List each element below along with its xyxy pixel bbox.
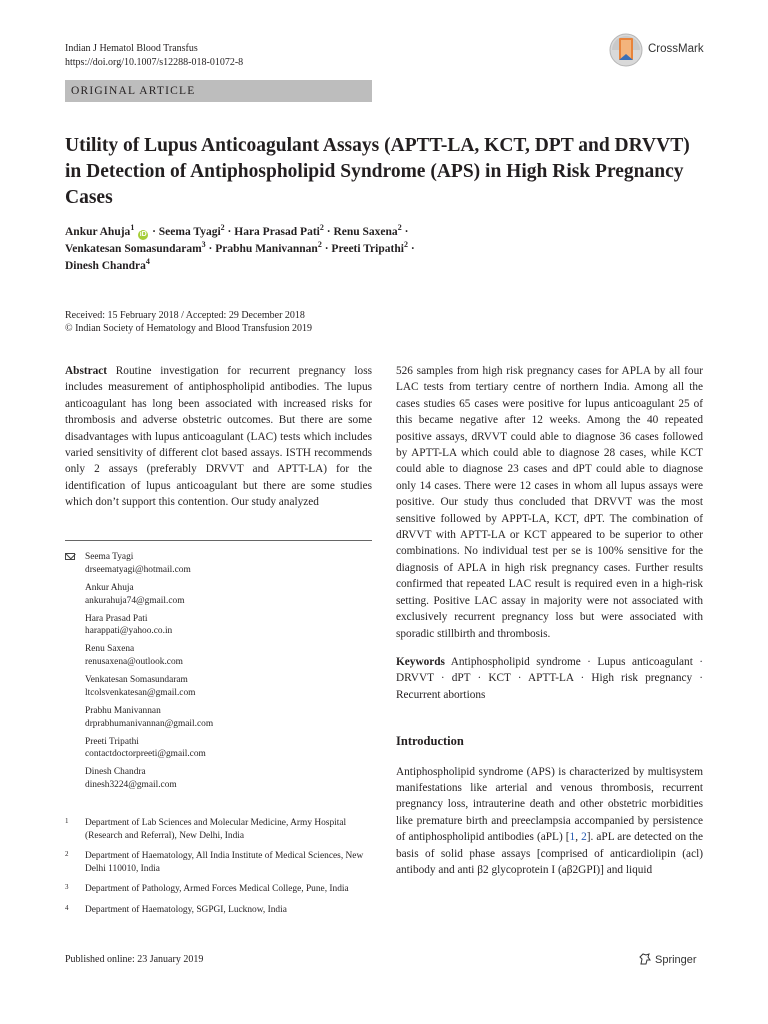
journal-name: Indian J Hematol Blood Transfus bbox=[65, 43, 198, 54]
author-affil-sup: 4 bbox=[145, 257, 150, 267]
abstract-text-left: Routine investigation for recurrent pregnancy loss includes measurement of antiphospholipid antibodies. The lupus anticoagulant has long been associated with increased risks for thrombosis and adverse obstetric outcomes. But there are some disadvantages with lupus anticoagulant (LAC) tests which includes varied sensitivity of different clot based assays. ISTH recommends only 2 assays (preferably DRVVT and APTT-LA) for the identification of lupus anticoagulant but there are some studies which don’t support this contention. Our study analyzed bbox=[65, 365, 372, 509]
contact-email[interactable]: ankurahuja74@gmail.com bbox=[85, 595, 185, 606]
citation-link[interactable]: 1 bbox=[569, 831, 576, 844]
author-affil-sup: 3 bbox=[201, 240, 206, 250]
contact-entry bbox=[65, 736, 372, 762]
keywords-block bbox=[396, 654, 703, 703]
introduction-text bbox=[396, 764, 703, 879]
introduction-heading: Introduction bbox=[396, 734, 464, 749]
contact-name: Preeti Tripathi bbox=[85, 736, 139, 747]
author-name[interactable]: Renu Saxena bbox=[333, 226, 398, 238]
contact-name: Seema Tyagi bbox=[85, 552, 134, 562]
author-name[interactable]: Venkatesan Somasundaram bbox=[65, 243, 202, 255]
publisher-name: Springer bbox=[655, 954, 697, 966]
crossmark-label: CrossMark bbox=[648, 43, 704, 55]
author-name[interactable]: Seema Tyagi bbox=[158, 226, 221, 238]
article-title: Utility of Lupus Anticoagulant Assays (APTT-LA, KCT, DPT and DRVVT) in Detection of Antiphospholipid Syndrome (APS) in High Risk Pregnancy Cases bbox=[65, 135, 690, 208]
author-name[interactable]: Ankur Ahuja bbox=[65, 226, 131, 238]
author-affil-sup: 2 bbox=[220, 223, 225, 233]
publisher-logo bbox=[638, 952, 697, 966]
contact-entry bbox=[65, 613, 372, 639]
affiliation-text: Department of Lab Sciences and Molecular Medicine, Army Hospital (Research and Referral), New Delhi, India bbox=[85, 818, 347, 841]
contact-name: Renu Saxena bbox=[85, 644, 135, 655]
article-type-banner: ORIGINAL ARTICLE bbox=[65, 80, 372, 102]
contact-email[interactable]: dinesh3224@gmail.com bbox=[85, 780, 177, 791]
affiliation-entry bbox=[65, 904, 372, 917]
author-affil-sup: 2 bbox=[397, 223, 402, 233]
crossmark-icon bbox=[608, 32, 644, 68]
abstract-text-right: 526 samples from high risk pregnancy cases for APLA by all four LAC tests from tertiary centre of northern India. Among all the cases studies 65 cases were positive for lupus anticoagulant 25 of this became negative after 12 weeks. Among the 40 repeated positive assays, dRVVT could able to diagnose 36 cases followed by APTT-LA which could able to diagnose 28 cases, while KCT could able to diagnose 23 cases and dPT could able to diagnose only 14 cases. There were 12 cases in whom all lupus assays were positive. Our study thus concluded that DRVVT was the most sensitive followed by APPT-LA, KCT, dPT. The combination of dRVVT with APTT-LA or KCT appeared to be superior to other combinations. No individual test per se is 100% sensitive for the diagnosis of APLA in high risk pregnancy cases. Further results confirmed that repeated LAC result is required even in a high-risk setting. Positive LAC assay in majority were not associated with exclusively recurrent pregnancy loss but were associated with sporadic stillbirth and thrombosis. bbox=[396, 365, 703, 640]
affiliation-number: 2 bbox=[65, 850, 69, 858]
author-name[interactable]: Hara Prasad Pati bbox=[234, 226, 320, 238]
author-name[interactable]: Prabhu Manivannan bbox=[215, 243, 318, 255]
affiliation-entry bbox=[65, 817, 372, 842]
author-contacts bbox=[65, 551, 372, 797]
affiliation-text: Department of Pathology, Armed Forces Medical College, Pune, India bbox=[85, 884, 349, 894]
contact-name: Prabhu Manivannan bbox=[85, 705, 161, 716]
contact-email[interactable]: drseematyagi@hotmail.com bbox=[85, 564, 191, 575]
contact-email[interactable]: renusaxena@outlook.com bbox=[85, 657, 183, 668]
author-affil-sup: 2 bbox=[319, 223, 324, 233]
abstract-left bbox=[65, 363, 372, 511]
springer-horse-icon bbox=[638, 952, 652, 966]
footnote-divider bbox=[65, 540, 372, 541]
author-affil-sup: 2 bbox=[317, 240, 322, 250]
author-list: Ankur Ahuja$^1$ iD · Seema Tyagi$^2$ · Hara Prasad Pati$^2$ · Renu Saxena$^2$ · Venkatesan Somasundaram$^3$ · Prabhu Manivannan$^2$ · Preeti Tripathi$^2$ · Dinesh Chandra$^4$ bbox=[65, 223, 415, 272]
author-affil-sup: 1 bbox=[130, 223, 135, 233]
affiliations bbox=[65, 817, 372, 924]
affiliation-number: 4 bbox=[65, 903, 69, 912]
author-name[interactable]: Preeti Tripathi bbox=[331, 243, 404, 255]
contact-email[interactable]: contactdoctorpreeti@gmail.com bbox=[85, 749, 206, 760]
contact-entry bbox=[65, 551, 372, 577]
contact-name: Dinesh Chandra bbox=[85, 767, 146, 778]
contact-name: Hara Prasad Pati bbox=[85, 613, 148, 624]
author-name[interactable]: Dinesh Chandra bbox=[65, 260, 146, 272]
contact-email[interactable]: harappati@yahoo.co.in bbox=[85, 626, 173, 637]
author-affil-sup: 2 bbox=[403, 240, 408, 250]
copyright-line: © Indian Society of Hematology and Blood Transfusion 2019 bbox=[65, 323, 313, 334]
citation-link[interactable]: 2 bbox=[581, 831, 587, 844]
received-accepted-dates: Received: 15 February 2018 / Accepted: 29 December 2018 bbox=[65, 310, 305, 321]
contact-entry bbox=[65, 674, 372, 700]
affiliation-text: Department of Haematology, All India Institute of Medical Sciences, New Delhi 110010, India bbox=[85, 851, 364, 874]
doi-link[interactable]: https://doi.org/10.1007/s12288-018-01072-8 bbox=[65, 57, 244, 68]
published-online-date: Published online: 23 January 2019 bbox=[65, 954, 204, 965]
keywords-label: Keywords bbox=[396, 655, 445, 668]
affiliation-entry bbox=[65, 850, 372, 875]
crossmark-badge[interactable] bbox=[608, 32, 718, 68]
right-column bbox=[396, 363, 703, 878]
contact-name: Ankur Ahuja bbox=[85, 582, 134, 593]
contact-entry bbox=[65, 643, 372, 669]
affiliation-text: Department of Haematology, SGPGI, Lucknow, India bbox=[85, 904, 287, 915]
contact-entry bbox=[65, 582, 372, 608]
journal-header bbox=[65, 42, 243, 70]
contact-entry bbox=[65, 766, 372, 792]
affiliation-number: 3 bbox=[65, 883, 69, 891]
keywords-text: Antiphospholipid syndrome · Lupus anticoagulant · DRVVT · dPT · KCT · APTT-LA · High risk pregnancy · Recurrent abortions bbox=[396, 655, 703, 701]
orcid-icon[interactable]: iD bbox=[139, 231, 147, 238]
abstract-label: Abstract bbox=[65, 365, 108, 377]
contact-name: Venkatesan Somasundaram bbox=[85, 675, 188, 686]
intro-text-before: Antiphospholipid syndrome (APS) is characterized by multisystem manifestations like arterial and venous thrombosis, recurrent pregnancy loss, intrauterine death and other obstetric morbidities like premature birth and preeclampsia accompanied by persistence of antiphospholipid antibodies (aPL) [ bbox=[396, 765, 703, 844]
contact-email[interactable]: drprabhumanivannan@gmail.com bbox=[85, 718, 214, 729]
envelope-icon bbox=[65, 553, 75, 560]
affiliation-number: 1 bbox=[65, 817, 69, 825]
contact-entry bbox=[65, 705, 372, 731]
contact-email[interactable]: ltcolsvenkatesan@gmail.com bbox=[85, 687, 196, 698]
intro-text-after: ]. aPL are detected on the basis of solid phase assays [comprised of anticardiolipin (acl) antibody and anti β2 glycoprotein I (aβ2GPI)] and liquid bbox=[396, 831, 703, 876]
affiliation-entry bbox=[65, 883, 372, 896]
citation-separator: , bbox=[575, 831, 582, 844]
article-dates bbox=[65, 309, 312, 335]
